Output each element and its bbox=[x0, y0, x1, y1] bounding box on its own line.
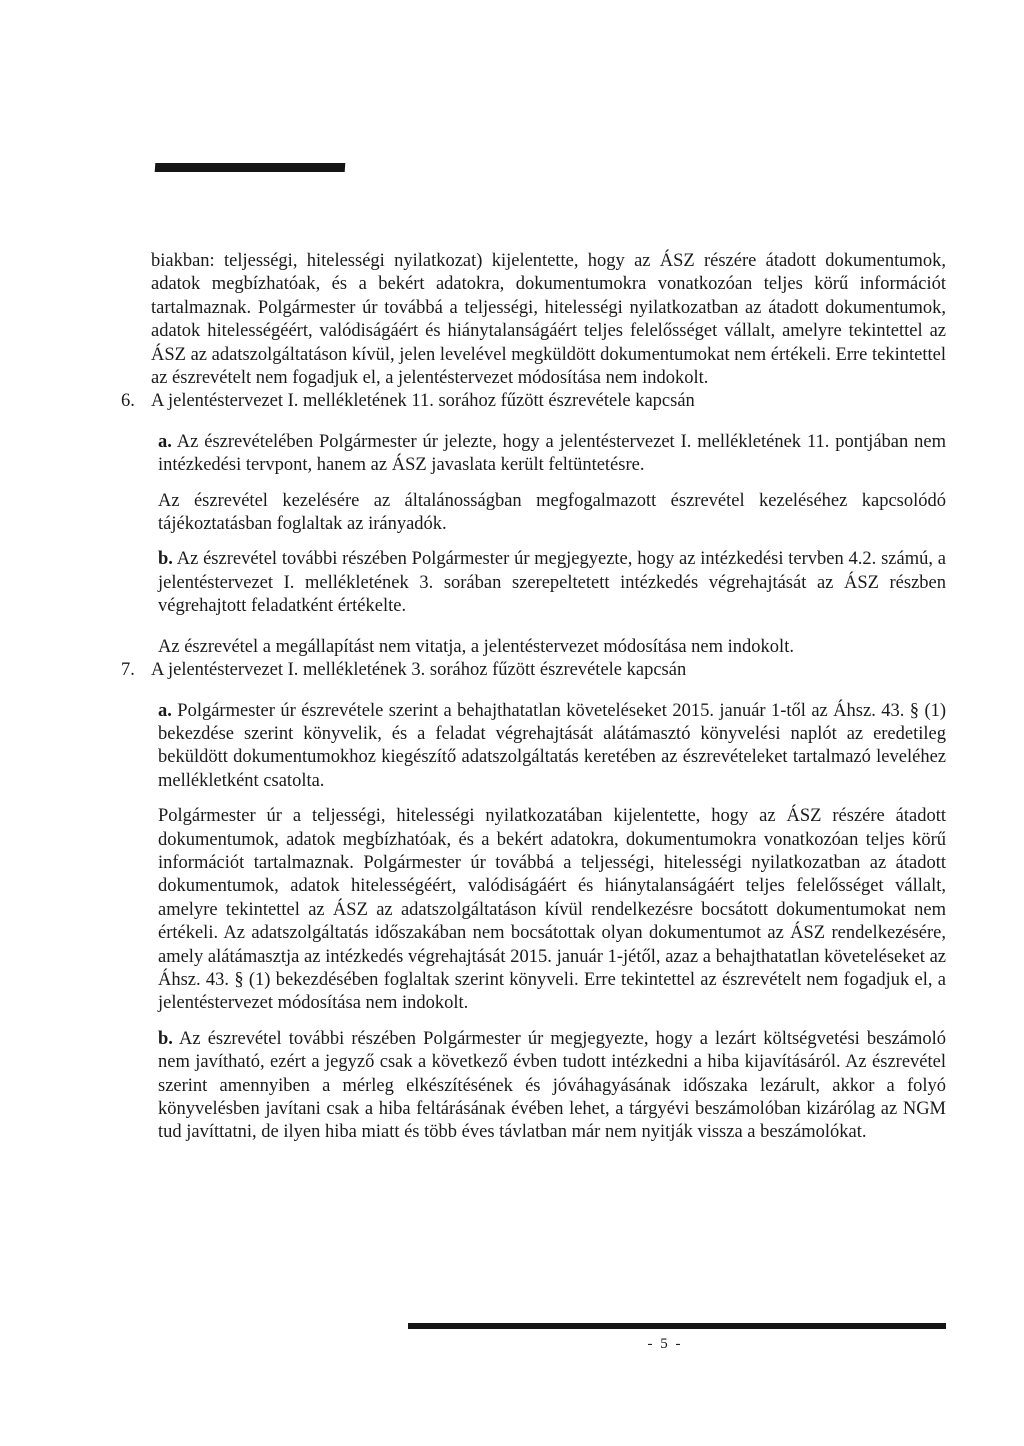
paragraph-7a bbox=[158, 700, 946, 794]
section-number-7: 7. bbox=[121, 660, 135, 681]
section-heading-7 bbox=[121, 659, 946, 682]
paragraph-7b bbox=[158, 1028, 946, 1145]
section-heading-6 bbox=[121, 390, 946, 413]
paragraph-6a-2: Az észrevétel kezelésére az általánosságban megfogalmazott észrevétel kezeléséhez kapcsolódó tájékoztatásban foglaltak az irányadók. bbox=[158, 490, 946, 535]
paragraph-continuation: biakban: teljességi, hitelességi nyilatkozat) kijelentette, hogy az ÁSZ részére átadott dokumentumok, adatok megbízhatóak, és a bekért adatokra, dokumentumokra vonatkozóan teljes körű információt tartalmaznak. Polgármester úr továbbá a teljességi, hitelességi nyilatkozatban az átadott dokumentumok, adatok hitelességéért, valódiságáért és hiánytalanságáért teljes felelősséget vállalt, amelyre tekintettel az ÁSZ az adatszolgáltatáson kívül, jelen levelével megküldött dokumentumokat nem értékeli. Erre tekintettel az észrevételt nem fogadjuk el, a jelentéstervezet módosítása nem indokolt. bbox=[151, 251, 946, 389]
header-rule bbox=[155, 163, 346, 172]
page-number: - 5 - bbox=[647, 1336, 683, 1352]
section-number-6: 6. bbox=[121, 391, 135, 412]
paragraph-6b-2: Az észrevétel a megállapítást nem vitatja, a jelentéstervezet módosítása nem indokolt. bbox=[158, 636, 794, 657]
paragraph-7a-2: Polgármester úr a teljességi, hitelességi nyilatkozatában kijelentette, hogy az ÁSZ részére átadott dokumentumok, adatok megbízhatóak, és a bekért adatokra, dokumentumokra vonatkozóan teljes körű információt tartalmaznak. Polgármester úr továbbá a teljességi, hitelességi nyilatkozatban az átadott dokumentumok, adatok hitelességéért, valódiságáért és hiánytalanságáért teljes felelősséget vállalt, amelyre tekintettel az ÁSZ az adatszolgáltatáson kívül rendelkezésre bocsátott dokumentumokat nem értékeli. Az adatszolgáltatás időszakában nem bocsátottak olyan dokumentumot az ÁSZ rendelkezésére, amely alátámasztja az intézkedés végrehajtását 2015. január 1-jétől, azaz a behajthatatlan követeléseket az Áhsz. 43. § (1) bekezdésében foglaltak szerint könyveli. Erre tekintettel az észrevételt nem fogadjuk el, a jelentéstervezet módosítása nem indokolt. bbox=[158, 806, 946, 1014]
footer-rule bbox=[408, 1323, 946, 1329]
item-label-6a: a. bbox=[158, 431, 172, 452]
item-label-7b: b. bbox=[158, 1028, 173, 1049]
item-label-7a: a. bbox=[158, 700, 172, 721]
item-label-6b: b. bbox=[158, 549, 173, 570]
item-text-6b: Az észrevétel további részében Polgármester úr megjegyezte, hogy az intézkedési tervben 4.2. számú, a jelentéstervezet I. mellékletének 3. sorában szerepeltetett intézkedés végrehajtását az ÁSZ részben végrehajtott feladatként értékelte. bbox=[158, 549, 947, 617]
item-text-6a: Az észrevételében Polgármester úr jelezte, hogy a jelentéstervezet I. mellékletének 11. pontjában nem intézkedési tervpont, hanem az ÁSZ javaslata került feltüntetésre. bbox=[158, 431, 946, 476]
section-title-7: A jelentéstervezet I. mellékletének 3. sorához fűzött észrevétele kapcsán bbox=[151, 660, 687, 681]
section-title-6: A jelentéstervezet I. mellékletének 11. sorához fűzött észrevétele kapcsán bbox=[151, 391, 695, 412]
item-text-7a: Polgármester úr észrevétele szerint a behajthatatlan követeléseket 2015. január 1-től az Áhsz. 43. § (1) bekezdése szerint könyvelik, és a feladat végrehajtását alátámasztó könyvelési naplót az eredetileg beküldött dokumentumokhoz kiegészítő adatszolgáltatás keretében az észrevételeket tartalmazó leveléhez mellékletként csatolta. bbox=[158, 700, 947, 791]
paragraph-6a bbox=[158, 431, 946, 478]
item-text-7b: Az észrevétel további részében Polgármester úr megjegyezte, hogy a lezárt költségvetési beszámoló nem javítható, ezért a jegyző csak a következő évben tudott intézkedni a hiba kijavításáról. Az észrevétel szerint amennyiben a mérleg elkészítésének és jóváhagyásának időszaka lezárult, akkor a folyó könyvelésben javítani csak a hiba feltárásának évében lehet, a tárgyévi beszámolóban kizárólag az NGM tud javíttatni, de ilyen hiba miatt és több éves távlatban már nem nyitják vissza a beszámolókat. bbox=[158, 1028, 947, 1143]
paragraph-6b bbox=[158, 548, 946, 618]
document-body bbox=[121, 250, 947, 1145]
